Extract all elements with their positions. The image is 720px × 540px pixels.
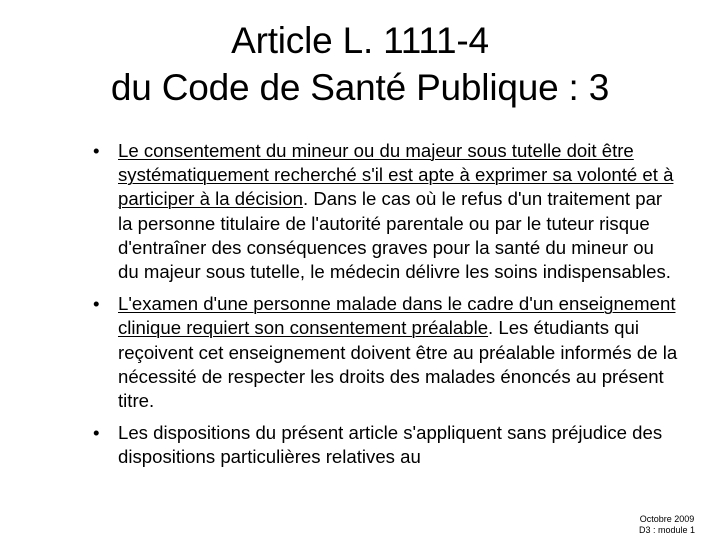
slide-title-line-2: du Code de Santé Publique : 3 (110, 67, 610, 108)
bullet-text (118, 139, 678, 284)
plain-text: . Les étudiants qui reçoivent cet enseignement doivent être au préalable informés de la nécessité de respecter les droits des malades énoncés au présent titre. (118, 317, 678, 412)
underlined-text: Le consentement du mineur ou du majeur sous tutelle doit être systématiquement recherché s'il est apte à exprimer sa volonté et à participer à la décision (118, 140, 674, 210)
bullet-dot: • (93, 293, 100, 315)
slide-title-line-1: Article L. 1111-4 (231, 20, 489, 61)
bullet-text (118, 292, 678, 413)
plain-text: . Dans le cas où le refus d'un traitement par la personne titulaire de l'autorité parentale ou par le tuteur risque d'entraîner des conséquences graves pour la santé du mineur ou du majeur sous tutelle, le médecin délivre les soins indispensables. (118, 188, 671, 283)
bullet-item-special-provisions (93, 421, 678, 469)
bullet-list (93, 139, 678, 478)
slide-title (0, 17, 720, 111)
bullet-text: Les dispositions du présent article s'appliquent sans préjudice des dispositions particulières relatives au (118, 422, 663, 468)
bullet-item-clinical-teaching (93, 292, 678, 413)
bullet-dot: • (93, 422, 100, 444)
footer-date: Octobre 2009 (639, 514, 695, 524)
footer-note (622, 514, 712, 536)
bullet-dot: • (93, 140, 100, 161)
footer-module: D3 : module 1 (638, 525, 696, 535)
underlined-text: L'examen d'une personne malade dans le cadre d'un enseignement clinique requiert son consentement préalable (118, 293, 676, 339)
bullet-item-consent-minor (93, 139, 678, 284)
